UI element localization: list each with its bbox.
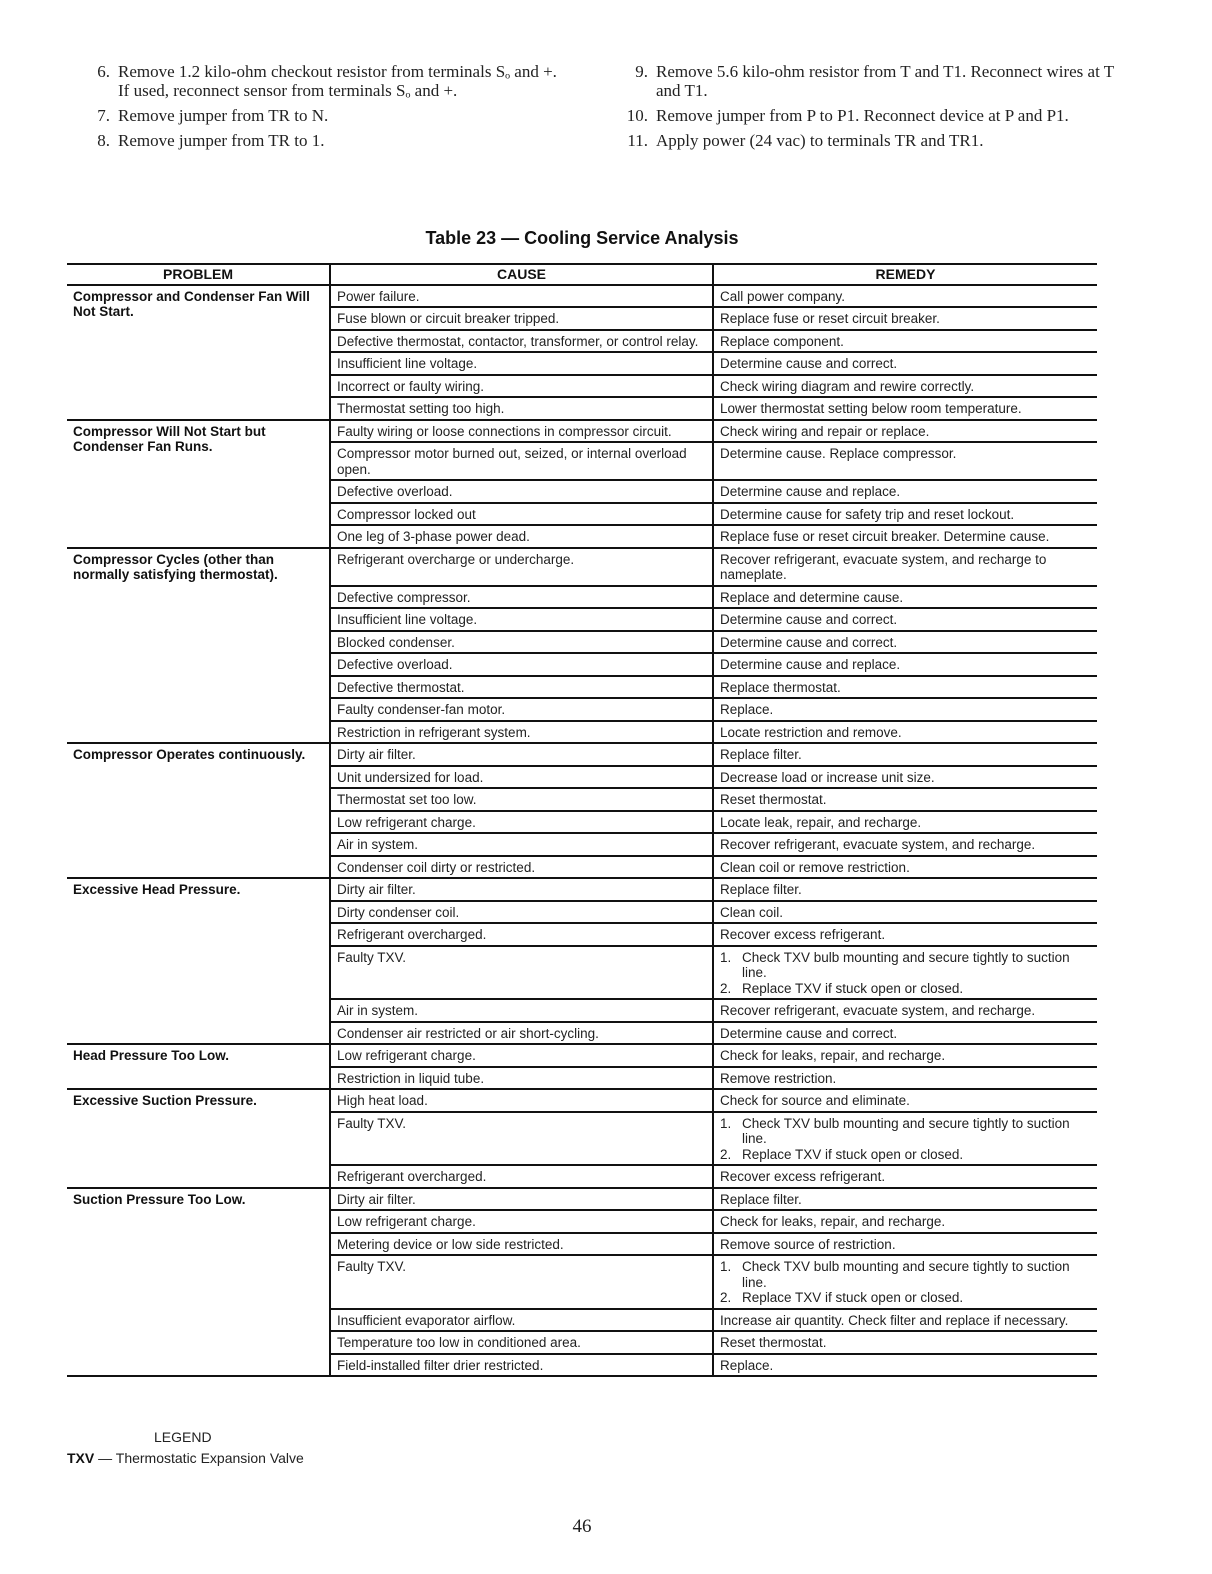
remedy-list-text: Check TXV bulb mounting and secure tightly to suction line. xyxy=(742,949,1070,980)
remedy-cell: Recover refrigerant, evacuate system, and recharge to nameplate. xyxy=(713,548,1097,586)
remedy-cell: Determine cause for safety trip and reset lockout. xyxy=(713,503,1097,526)
remedy-cell: Replace filter. xyxy=(713,743,1097,766)
remedy-list-item xyxy=(720,1259,1091,1290)
cause-cell: Low refrigerant charge. xyxy=(330,1210,713,1233)
steps-left-column xyxy=(78,62,568,156)
cause-cell: Low refrigerant charge. xyxy=(330,1044,713,1067)
cooling-service-analysis-table xyxy=(67,263,1097,1377)
table-body xyxy=(67,285,1097,1377)
remedy-cell: Decrease load or increase unit size. xyxy=(713,766,1097,789)
problem-cell: Compressor Operates continuously. xyxy=(67,743,330,878)
remedy-list-item xyxy=(720,950,1091,981)
remedy-cell: Replace thermostat. xyxy=(713,676,1097,699)
remedy-list-number: 1. xyxy=(720,949,732,965)
step-text: Remove jumper from P to P1. Reconnect device at P and P1. xyxy=(656,106,1069,125)
step-text: Remove 1.2 kilo-ohm checkout resistor from terminals Sₒ and +. If used, reconnect sensor from terminals Sₒ and +. xyxy=(118,62,557,100)
steps-right-column xyxy=(616,62,1116,156)
header-cause: CAUSE xyxy=(330,264,713,285)
legend-meaning: Thermostatic Expansion Valve xyxy=(115,1450,304,1466)
remedy-list-number: 2. xyxy=(720,1290,732,1305)
step-number: 11. xyxy=(627,131,648,150)
cause-cell: Blocked condenser. xyxy=(330,631,713,654)
remedy-cell: Determine cause. Replace compressor. xyxy=(713,442,1097,480)
remedy-cell: Replace. xyxy=(713,698,1097,721)
remedy-cell: Replace component. xyxy=(713,330,1097,353)
cause-cell: Faulty condenser-fan motor. xyxy=(330,698,713,721)
step-text: Apply power (24 vac) to terminals TR and TR1. xyxy=(656,131,984,150)
step-item xyxy=(616,131,1116,150)
table-row xyxy=(67,548,1097,586)
remedy-cell: Determine cause and replace. xyxy=(713,480,1097,503)
remedy-cell: Replace and determine cause. xyxy=(713,586,1097,609)
remedy-cell: Call power company. xyxy=(713,285,1097,308)
table-row xyxy=(67,1089,1097,1112)
legend-abbr: TXV xyxy=(67,1450,95,1466)
remedy-list-item xyxy=(720,1290,1091,1306)
problem-cell: Compressor and Condenser Fan Will Not Start. xyxy=(67,285,330,420)
remedy-cell: Check for leaks, repair, and recharge. xyxy=(713,1044,1097,1067)
header-remedy: REMEDY xyxy=(713,264,1097,285)
cause-cell: Dirty air filter. xyxy=(330,743,713,766)
cause-cell: Faulty TXV. xyxy=(330,1255,713,1309)
remedy-cell: Locate leak, repair, and recharge. xyxy=(713,811,1097,834)
cause-cell: One leg of 3-phase power dead. xyxy=(330,525,713,548)
table-row xyxy=(67,743,1097,766)
cause-cell: Refrigerant overcharge or undercharge. xyxy=(330,548,713,586)
page-number: 46 xyxy=(572,1516,592,1537)
problem-cell: Excessive Suction Pressure. xyxy=(67,1089,330,1188)
remedy-cell xyxy=(713,1112,1097,1166)
cause-cell: Insufficient line voltage. xyxy=(330,352,713,375)
cause-cell: Metering device or low side restricted. xyxy=(330,1233,713,1256)
problem-cell: Excessive Head Pressure. xyxy=(67,878,330,1044)
cause-cell: Insufficient evaporator airflow. xyxy=(330,1309,713,1332)
remedy-cell: Check wiring and repair or replace. xyxy=(713,420,1097,443)
cause-cell: Low refrigerant charge. xyxy=(330,811,713,834)
remedy-cell xyxy=(713,946,1097,1000)
remedy-cell: Replace filter. xyxy=(713,1188,1097,1211)
cause-cell: Defective compressor. xyxy=(330,586,713,609)
remedy-list-number: 2. xyxy=(720,980,732,996)
cause-cell: Unit undersized for load. xyxy=(330,766,713,789)
remedy-cell: Clean coil or remove restriction. xyxy=(713,856,1097,879)
remedy-cell: Determine cause and correct. xyxy=(713,1022,1097,1045)
cause-cell: Refrigerant overcharged. xyxy=(330,1165,713,1188)
step-number: 10. xyxy=(626,106,648,125)
remedy-cell: Determine cause and correct. xyxy=(713,608,1097,631)
problem-cell: Compressor Will Not Start but Condenser Fan Runs. xyxy=(67,420,330,548)
cause-cell: Thermostat setting too high. xyxy=(330,397,713,420)
step-item xyxy=(616,106,1116,125)
remedy-cell: Lower thermostat setting below room temperature. xyxy=(713,397,1097,420)
cause-cell: Fuse blown or circuit breaker tripped. xyxy=(330,307,713,330)
remedy-list-number: 1. xyxy=(720,1259,732,1274)
remedy-cell: Check for source and eliminate. xyxy=(713,1089,1097,1112)
remedy-cell: Replace fuse or reset circuit breaker. xyxy=(713,307,1097,330)
step-text: Remove jumper from TR to 1. xyxy=(118,131,325,150)
legend-entry xyxy=(67,1450,304,1466)
step-text: Remove 5.6 kilo-ohm resistor from T and T1. Reconnect wires at T and T1. xyxy=(656,62,1114,100)
remedy-list-number: 2. xyxy=(720,1146,732,1162)
cause-cell: High heat load. xyxy=(330,1089,713,1112)
remedy-cell: Remove restriction. xyxy=(713,1067,1097,1090)
remedy-cell: Remove source of restriction. xyxy=(713,1233,1097,1256)
step-number: 8. xyxy=(97,131,110,150)
step-number: 7. xyxy=(97,106,110,125)
remedy-list-text: Replace TXV if stuck open or closed. xyxy=(742,980,964,996)
remedy-cell: Replace fuse or reset circuit breaker. Determine cause. xyxy=(713,525,1097,548)
table-row xyxy=(67,420,1097,443)
table-header-row xyxy=(67,264,1097,285)
cause-cell: Field-installed filter drier restricted. xyxy=(330,1354,713,1377)
remedy-cell: Increase air quantity. Check filter and replace if necessary. xyxy=(713,1309,1097,1332)
step-item xyxy=(78,62,568,100)
cause-cell: Temperature too low in conditioned area. xyxy=(330,1331,713,1354)
remedy-cell: Locate restriction and remove. xyxy=(713,721,1097,744)
cause-cell: Defective thermostat, contactor, transformer, or control relay. xyxy=(330,330,713,353)
cause-cell: Incorrect or faulty wiring. xyxy=(330,375,713,398)
remedy-list-text: Check TXV bulb mounting and secure tightly to suction line. xyxy=(742,1259,1070,1290)
cause-cell: Restriction in refrigerant system. xyxy=(330,721,713,744)
cause-cell: Dirty air filter. xyxy=(330,1188,713,1211)
table-row xyxy=(67,1188,1097,1211)
remedy-cell: Reset thermostat. xyxy=(713,1331,1097,1354)
header-problem: PROBLEM xyxy=(67,264,330,285)
remedy-cell: Determine cause and replace. xyxy=(713,653,1097,676)
table-title: Table 23 — Cooling Service Analysis xyxy=(425,228,739,248)
cause-cell: Condenser air restricted or air short-cycling. xyxy=(330,1022,713,1045)
remedy-list-number: 1. xyxy=(720,1115,732,1131)
legend-title: LEGEND xyxy=(154,1429,212,1445)
table-row xyxy=(67,1044,1097,1067)
remedy-list-item xyxy=(720,981,1091,997)
remedy-cell: Recover refrigerant, evacuate system, and recharge. xyxy=(713,833,1097,856)
remedy-cell: Clean coil. xyxy=(713,901,1097,924)
cause-cell: Refrigerant overcharged. xyxy=(330,923,713,946)
cause-cell: Defective thermostat. xyxy=(330,676,713,699)
remedy-cell: Recover excess refrigerant. xyxy=(713,923,1097,946)
remedy-cell: Recover excess refrigerant. xyxy=(713,1165,1097,1188)
cause-cell: Condenser coil dirty or restricted. xyxy=(330,856,713,879)
cause-cell: Defective overload. xyxy=(330,653,713,676)
remedy-list-text: Replace TXV if stuck open or closed. xyxy=(742,1146,964,1162)
cause-cell: Restriction in liquid tube. xyxy=(330,1067,713,1090)
step-item xyxy=(616,62,1116,100)
remedy-cell: Recover refrigerant, evacuate system, and recharge. xyxy=(713,999,1097,1022)
table-row xyxy=(67,285,1097,308)
remedy-list-text: Replace TXV if stuck open or closed. xyxy=(742,1290,964,1305)
step-item xyxy=(78,131,568,150)
cause-cell: Insufficient line voltage. xyxy=(330,608,713,631)
remedy-cell: Replace. xyxy=(713,1354,1097,1377)
cause-cell: Faulty wiring or loose connections in compressor circuit. xyxy=(330,420,713,443)
step-text: Remove jumper from TR to N. xyxy=(118,106,329,125)
remedy-list-text: Check TXV bulb mounting and secure tightly to suction line. xyxy=(742,1115,1070,1146)
step-number: 9. xyxy=(635,62,648,81)
cause-cell: Dirty air filter. xyxy=(330,878,713,901)
step-item xyxy=(78,106,568,125)
cause-cell: Thermostat set too low. xyxy=(330,788,713,811)
remedy-cell: Determine cause and correct. xyxy=(713,631,1097,654)
step-number: 6. xyxy=(97,62,110,81)
cause-cell: Faulty TXV. xyxy=(330,946,713,1000)
cause-cell: Air in system. xyxy=(330,999,713,1022)
cause-cell: Defective overload. xyxy=(330,480,713,503)
cause-cell: Dirty condenser coil. xyxy=(330,901,713,924)
problem-cell: Compressor Cycles (other than normally satisfying thermostat). xyxy=(67,548,330,744)
cause-cell: Compressor motor burned out, seized, or internal overload open. xyxy=(330,442,713,480)
cause-cell: Compressor locked out xyxy=(330,503,713,526)
problem-cell: Suction Pressure Too Low. xyxy=(67,1188,330,1377)
problem-cell: Head Pressure Too Low. xyxy=(67,1044,330,1089)
remedy-cell: Determine cause and correct. xyxy=(713,352,1097,375)
remedy-list-item xyxy=(720,1147,1091,1163)
legend-sep: — xyxy=(94,1450,116,1466)
remedy-cell: Reset thermostat. xyxy=(713,788,1097,811)
remedy-cell: Check wiring diagram and rewire correctly. xyxy=(713,375,1097,398)
remedy-list-item xyxy=(720,1116,1091,1147)
cause-cell: Faulty TXV. xyxy=(330,1112,713,1166)
cause-cell: Power failure. xyxy=(330,285,713,308)
cause-cell: Air in system. xyxy=(330,833,713,856)
remedy-cell: Check for leaks, repair, and recharge. xyxy=(713,1210,1097,1233)
table-row xyxy=(67,878,1097,901)
remedy-cell xyxy=(713,1255,1097,1309)
remedy-cell: Replace filter. xyxy=(713,878,1097,901)
